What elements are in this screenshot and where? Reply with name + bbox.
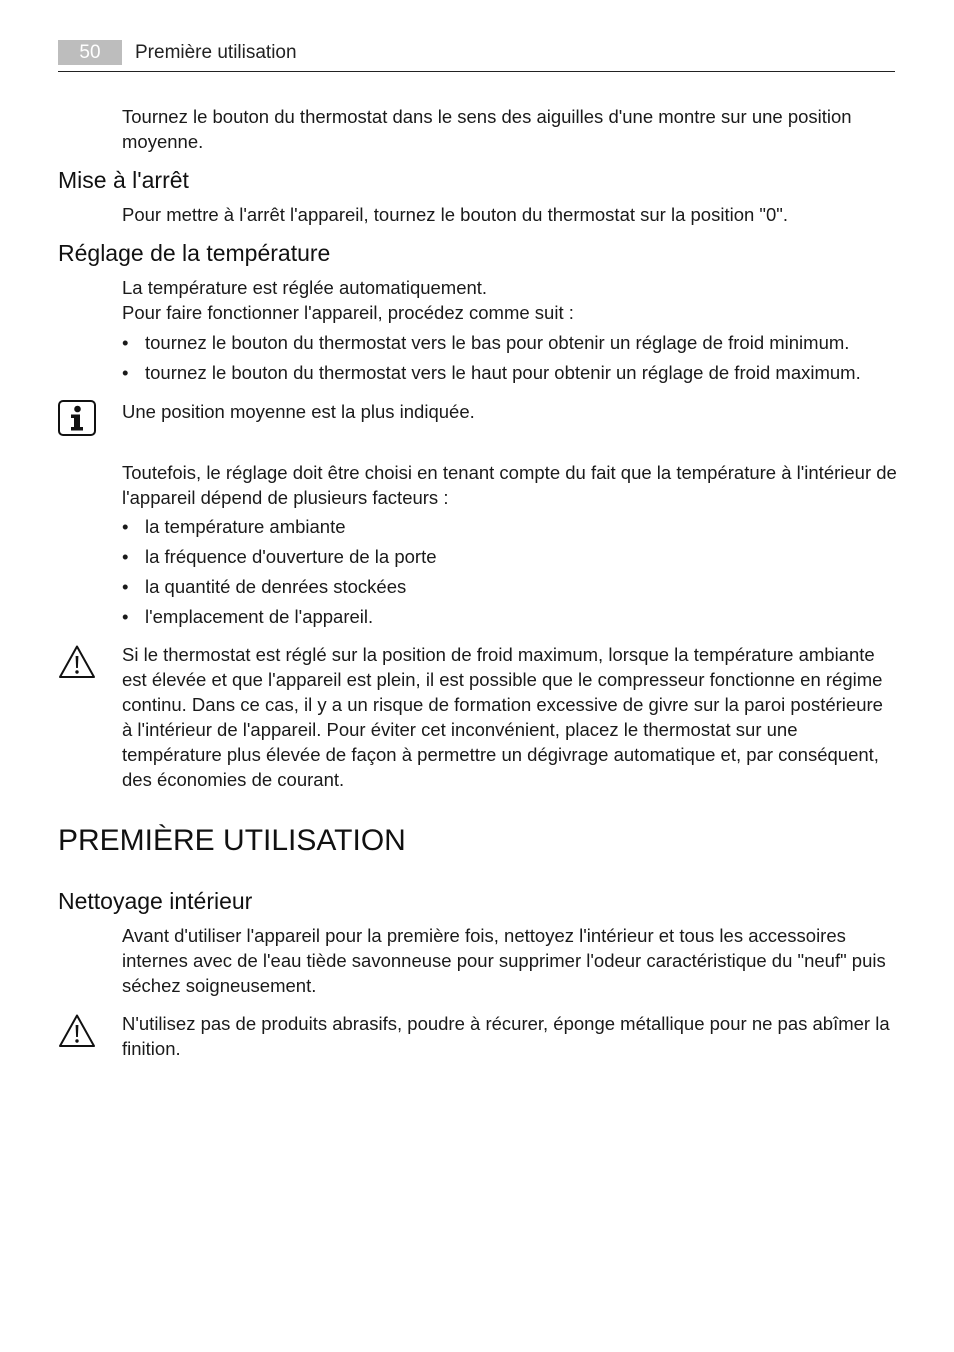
bullet-icon: •: [122, 546, 129, 567]
list-item: • l'emplacement de l'appareil.: [122, 606, 374, 627]
section-title: PREMIÈRE UTILISATION: [58, 824, 406, 857]
list-item: • tournez le bouton du thermostat vers le bas pour obtenir un réglage de froid minimum.: [122, 332, 850, 353]
bullet-icon: •: [122, 362, 129, 383]
warning-thermostat: Si le thermostat est réglé sur la position de froid maximum, lorsque la température ambiante est élevée et que l'appareil est plein, il est possible que le compresseur fonctionne en régime continu. Dans ce cas, il y a un risque de formation excessive de givre sur la paroi postérieure à l'intérieur de l'appareil. Pour éviter cet inconvénient, placez le thermostat sur une température plus élevée de façon à permettre un dégivrage automatique et, par conséquent, des économies de courant.: [122, 644, 883, 790]
heading-mise-arret: Mise à l'arrêt: [58, 167, 189, 193]
bullet-icon: •: [122, 606, 129, 627]
factors-intro: Toutefois, le réglage doit être choisi en tenant compte du fait que la température à l'intérieur de l'appareil dépend de plusieurs facteurs :: [122, 462, 897, 508]
bullet-icon: •: [122, 576, 129, 597]
list-item: • la quantité de denrées stockées: [122, 576, 407, 597]
running-title: Première utilisation: [135, 42, 297, 63]
bullet-icon: •: [122, 516, 129, 537]
heading-nettoyage: Nettoyage intérieur: [58, 888, 253, 914]
heading-reglage: Réglage de la température: [58, 240, 331, 266]
intro-paragraph: Tournez le bouton du thermostat dans le sens des aiguilles d'une montre sur une position moyenne.: [122, 106, 852, 152]
list-item: • la fréquence d'ouverture de la porte: [122, 546, 437, 567]
warning-icon: [58, 644, 96, 680]
page-header: [58, 40, 895, 72]
reglage-line-1: La température est réglée automatiquement.: [122, 277, 488, 298]
warning-icon: [58, 1013, 96, 1049]
info-note: Une position moyenne est la plus indiquée.: [122, 401, 475, 422]
page-number: 50: [58, 40, 122, 65]
bullet-icon: •: [122, 332, 129, 353]
list-item: • tournez le bouton du thermostat vers le haut pour obtenir un réglage de froid maximum.: [122, 362, 861, 383]
info-icon: [58, 400, 96, 436]
warning-nettoyage: N'utilisez pas de produits abrasifs, poudre à récurer, éponge métallique pour ne pas abîmer la finition.: [122, 1013, 890, 1059]
list-item: • la température ambiante: [122, 516, 346, 537]
reglage-line-2: Pour faire fonctionner l'appareil, procédez comme suit :: [122, 302, 574, 323]
nettoyage-paragraph: Avant d'utiliser l'appareil pour la première fois, nettoyez l'intérieur et tous les accessoires internes avec de l'eau tiède savonneuse pour supprimer l'odeur caractéristique du "neuf" puis séchez soigneusement.: [122, 925, 886, 996]
mise-arret-paragraph: Pour mettre à l'arrêt l'appareil, tournez le bouton du thermostat sur la position "0".: [122, 204, 788, 225]
